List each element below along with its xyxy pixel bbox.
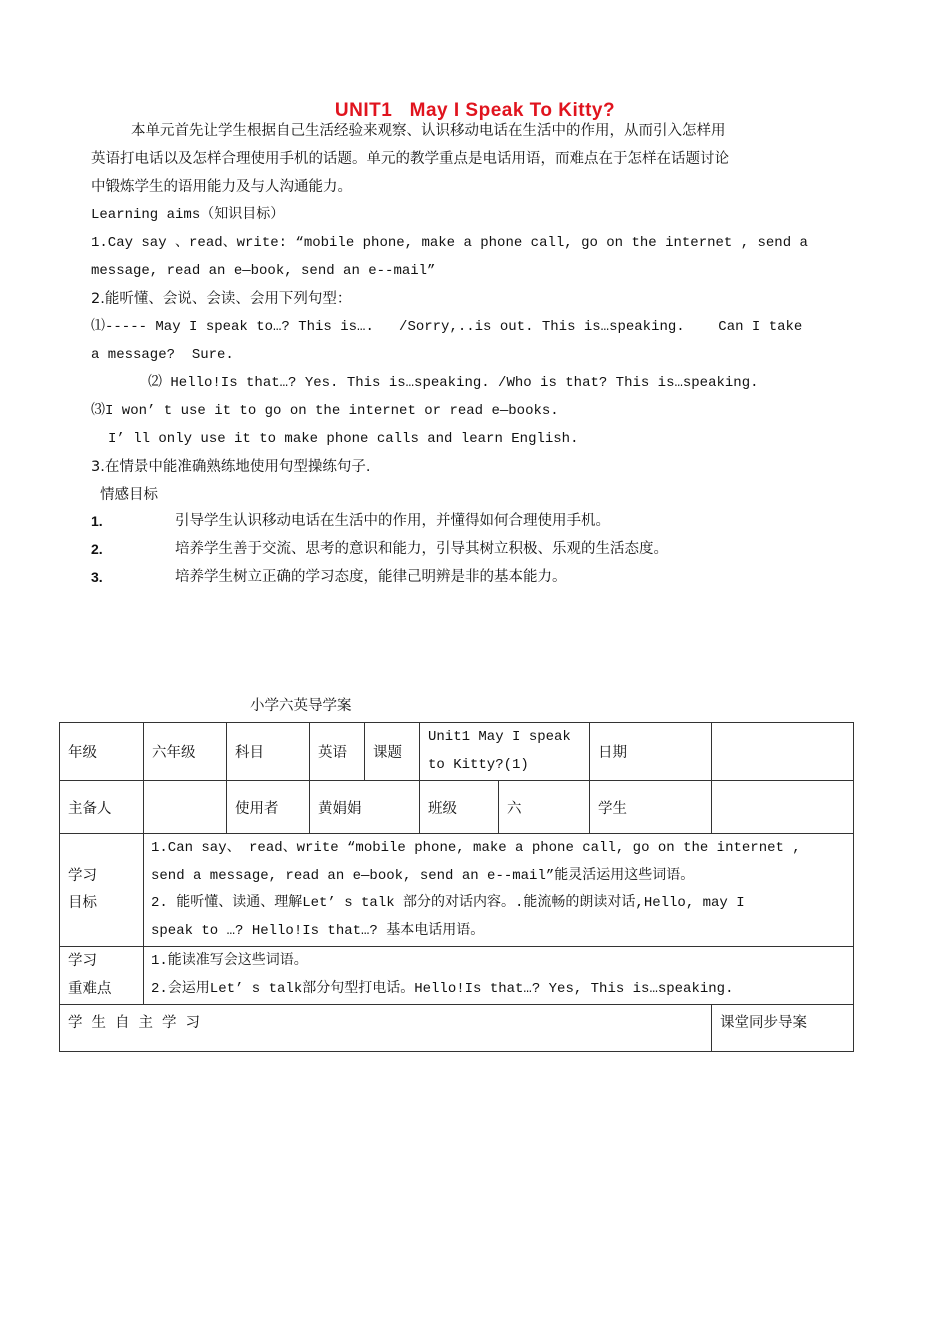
table-row — [60, 723, 854, 781]
table-row — [60, 1005, 854, 1052]
preparer-label: 主备人 — [60, 781, 144, 834]
emotion-item-3-text: 培养学生树立正确的学习态度，能律己明辨是非的基本能力。 — [175, 569, 567, 585]
objectives-content — [144, 834, 854, 947]
objective-line-4: speak to …? Hello!Is that…? 基本电话用语。 — [151, 922, 485, 939]
intro-line-2: 英语打电话以及怎样合理使用手机的话题。单元的教学重点是电话用语，而难点在于怎样在话题讨论 — [91, 151, 729, 167]
topic-value — [420, 723, 590, 781]
class-value: 六 — [499, 781, 590, 834]
objective-line-2: send a message, read an e—book, send an e--mail”能灵活运用这些词语。 — [151, 867, 695, 884]
intro-line-1: 本单元首先让学生根据自己生活经验来观察、认识移动电话在生活中的作用，从而引入怎样用 — [131, 123, 726, 139]
topic-value-line-2: to Kitty?(1) — [428, 756, 529, 773]
sync-guide-label: 课堂同步导案 — [712, 1005, 854, 1052]
keypoint-line-1: 1.能读准写会这些词语。 — [151, 953, 308, 969]
date-label: 日期 — [590, 723, 712, 781]
table-row — [60, 947, 854, 1005]
student-value — [712, 781, 854, 834]
grade-label: 年级 — [60, 723, 144, 781]
learning-aims-heading: Learning aims（知识目标） — [91, 207, 285, 223]
objective-line-3: 2. 能听懂、读通、理解Let’ s talk 部分的对话内容。.能流畅的朗读对话,Hello, may I — [151, 895, 745, 911]
keypoint-line-2: 2.会运用Let’ s talk部分句型打电话。Hello!Is that…? Yes, This is…speaking. — [151, 980, 734, 997]
user-value: 黄娟娟 — [310, 781, 420, 834]
preparer-value — [144, 781, 227, 834]
aim-2-heading: 2.能听懂、会说、会读、会用下列句型： — [91, 291, 352, 307]
pattern-line-3: ⑵ Hello!Is that…? Yes. This is…speaking. /Who is that? This is…speaking. — [148, 375, 759, 391]
topic-value-line-1: Unit1 May I speak — [428, 729, 571, 745]
student-label: 学生 — [590, 781, 712, 834]
table-row — [60, 781, 854, 834]
objectives-label — [60, 834, 144, 947]
table-caption: 小学六英导学案 — [250, 698, 352, 714]
class-label: 班级 — [420, 781, 499, 834]
aim-1-line-1: 1.Cay say 、read、write: “mobile phone, make a phone call, go on the internet , send a — [91, 235, 808, 251]
emotion-item-2-number: 2. — [91, 541, 103, 557]
keypoints-content — [144, 947, 854, 1005]
emotion-item-1-text: 引导学生认识移动电话在生活中的作用，并懂得如何合理使用手机。 — [175, 513, 610, 529]
subject-value: 英语 — [310, 723, 365, 781]
emotion-item-3-number: 3. — [91, 569, 103, 585]
lesson-plan-table — [59, 722, 854, 1052]
subject-label: 科目 — [227, 723, 310, 781]
pattern-line-2: a message? Sure. — [91, 347, 234, 363]
keypoints-label — [60, 947, 144, 1005]
self-study-label: 学生自主学习 — [68, 1015, 209, 1031]
emotion-item-2-text: 培养学生善于交流、思考的意识和能力，引导其树立积极、乐观的生活态度。 — [175, 541, 668, 557]
pattern-line-5: I’ ll only use it to make phone calls and learn English. — [108, 431, 579, 447]
keypoints-label-line-1: 学习 — [68, 953, 97, 969]
intro-line-3: 中锻炼学生的语用能力及与人沟通能力。 — [91, 179, 352, 195]
objectives-label-line-2: 目标 — [68, 895, 97, 911]
topic-label: 课题 — [365, 723, 420, 781]
aim-3: 3.在情景中能准确熟练地使用句型操练句子. — [91, 459, 371, 475]
unit-title: UNIT1 May I Speak To Kitty? — [334, 100, 616, 121]
emotion-heading: 情感目标 — [100, 487, 158, 503]
date-value — [712, 723, 854, 781]
pattern-line-4: ⑶I won’ t use it to go on the internet or read e—books. — [91, 403, 559, 419]
keypoints-label-line-2: 重难点 — [68, 980, 112, 997]
self-study-cell — [60, 1005, 712, 1052]
objective-line-1: 1.Can say、 read、write “mobile phone, make a phone call, go on the internet , — [151, 840, 801, 856]
objectives-label-line-1: 学习 — [68, 867, 97, 884]
pattern-line-1: ⑴----- May I speak to…? This is…. /Sorry,..is out. This is…speaking. Can I take — [91, 319, 803, 335]
user-label: 使用者 — [227, 781, 310, 834]
table-row — [60, 834, 854, 947]
grade-value: 六年级 — [144, 723, 227, 781]
aim-1-line-2: message, read an e—book, send an e--mail” — [91, 263, 436, 279]
emotion-item-1-number: 1. — [91, 513, 103, 529]
